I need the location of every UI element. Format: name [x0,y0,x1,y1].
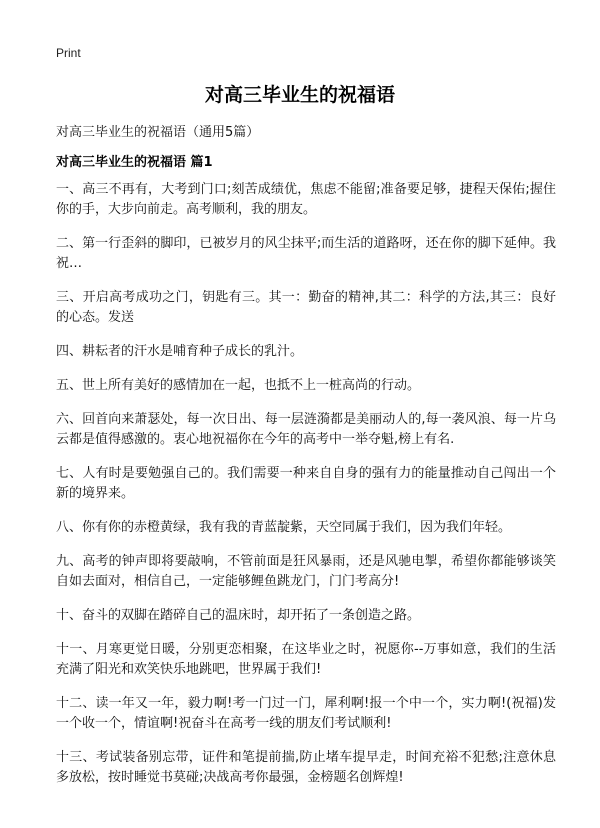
paragraph: 十二、读一年又一年，毅力啊!考一门过一门，犀利啊!报一个中一个，实力啊!(祝福)发一个收一个，情谊啊!祝奋斗在高考一线的朋友们考试顺利! [56,696,556,731]
document-subtitle: 对高三毕业生的祝福语（通用5篇） [56,125,260,140]
paragraph-list [56,180,556,802]
paragraph: 十三、考试装备别忘带，证件和笔提前揣,防止堵车提早走，时间充裕不犯愁;注意休息多放松，按时睡觉书莫碰;决战高考你最强，金榜题名创辉煌! [56,750,556,785]
section-heading: 对高三毕业生的祝福语 篇1 [56,155,213,170]
paragraph: 二、第一行歪斜的脚印，已被岁月的风尘抹平;而生活的道路呀，还在你的脚下延伸。我祝… [56,236,556,271]
paragraph: 九、高考的钟声即将要敲响，不管前面是狂风暴雨，还是风驰电掣，希望你都能够谈笑自如去面对，相信自己，一定能够鲤鱼跳龙门，门门考高分! [56,554,556,589]
paragraph: 十、奋斗的双脚在踏碎自己的温床时，却开拓了一条创造之路。 [56,608,421,623]
page-title: 对高三毕业生的祝福语 [204,84,395,106]
paragraph: 五、世上所有美好的感情加在一起，也抵不上一桩高尚的行动。 [56,378,421,393]
paragraph: 三、开启高考成功之门，钥匙有三。其一：勤奋的精神,其二：科学的方法,其三：良好的心态。发送 [56,290,556,325]
print-label[interactable]: Print [56,46,81,60]
paragraph: 十一、月寒更觉日暖，分别更恋相聚，在这毕业之时，祝愿你--万事如意，我们的生活充满了阳光和欢笑快乐地跳吧，世界属于我们! [56,642,556,677]
paragraph: 八、你有你的赤橙黄绿，我有我的青蓝靛紫，天空同属于我们，因为我们年轻。 [56,520,512,535]
paragraph: 六、回首向来萧瑟处，每一次日出、每一层涟漪都是美丽动人的,每一袭风浪、每一片乌云都是值得感激的。衷心地祝福你在今年的高考中一举夺魁,榜上有名. [56,412,556,447]
paragraph: 七、人有时是要勉强自己的。我们需要一种来自自身的强有力的能量推动自己闯出一个新的境界来。 [56,466,556,501]
paragraph: 四、耕耘者的汗水是哺育种子成长的乳汁。 [56,344,304,359]
paragraph: 一、高三不再有，大考到门口;刻苦成绩优，焦虑不能留;准备要足够，捷程天保佑;握住你的手，大步向前走。高考顺利，我的朋友。 [56,182,556,217]
